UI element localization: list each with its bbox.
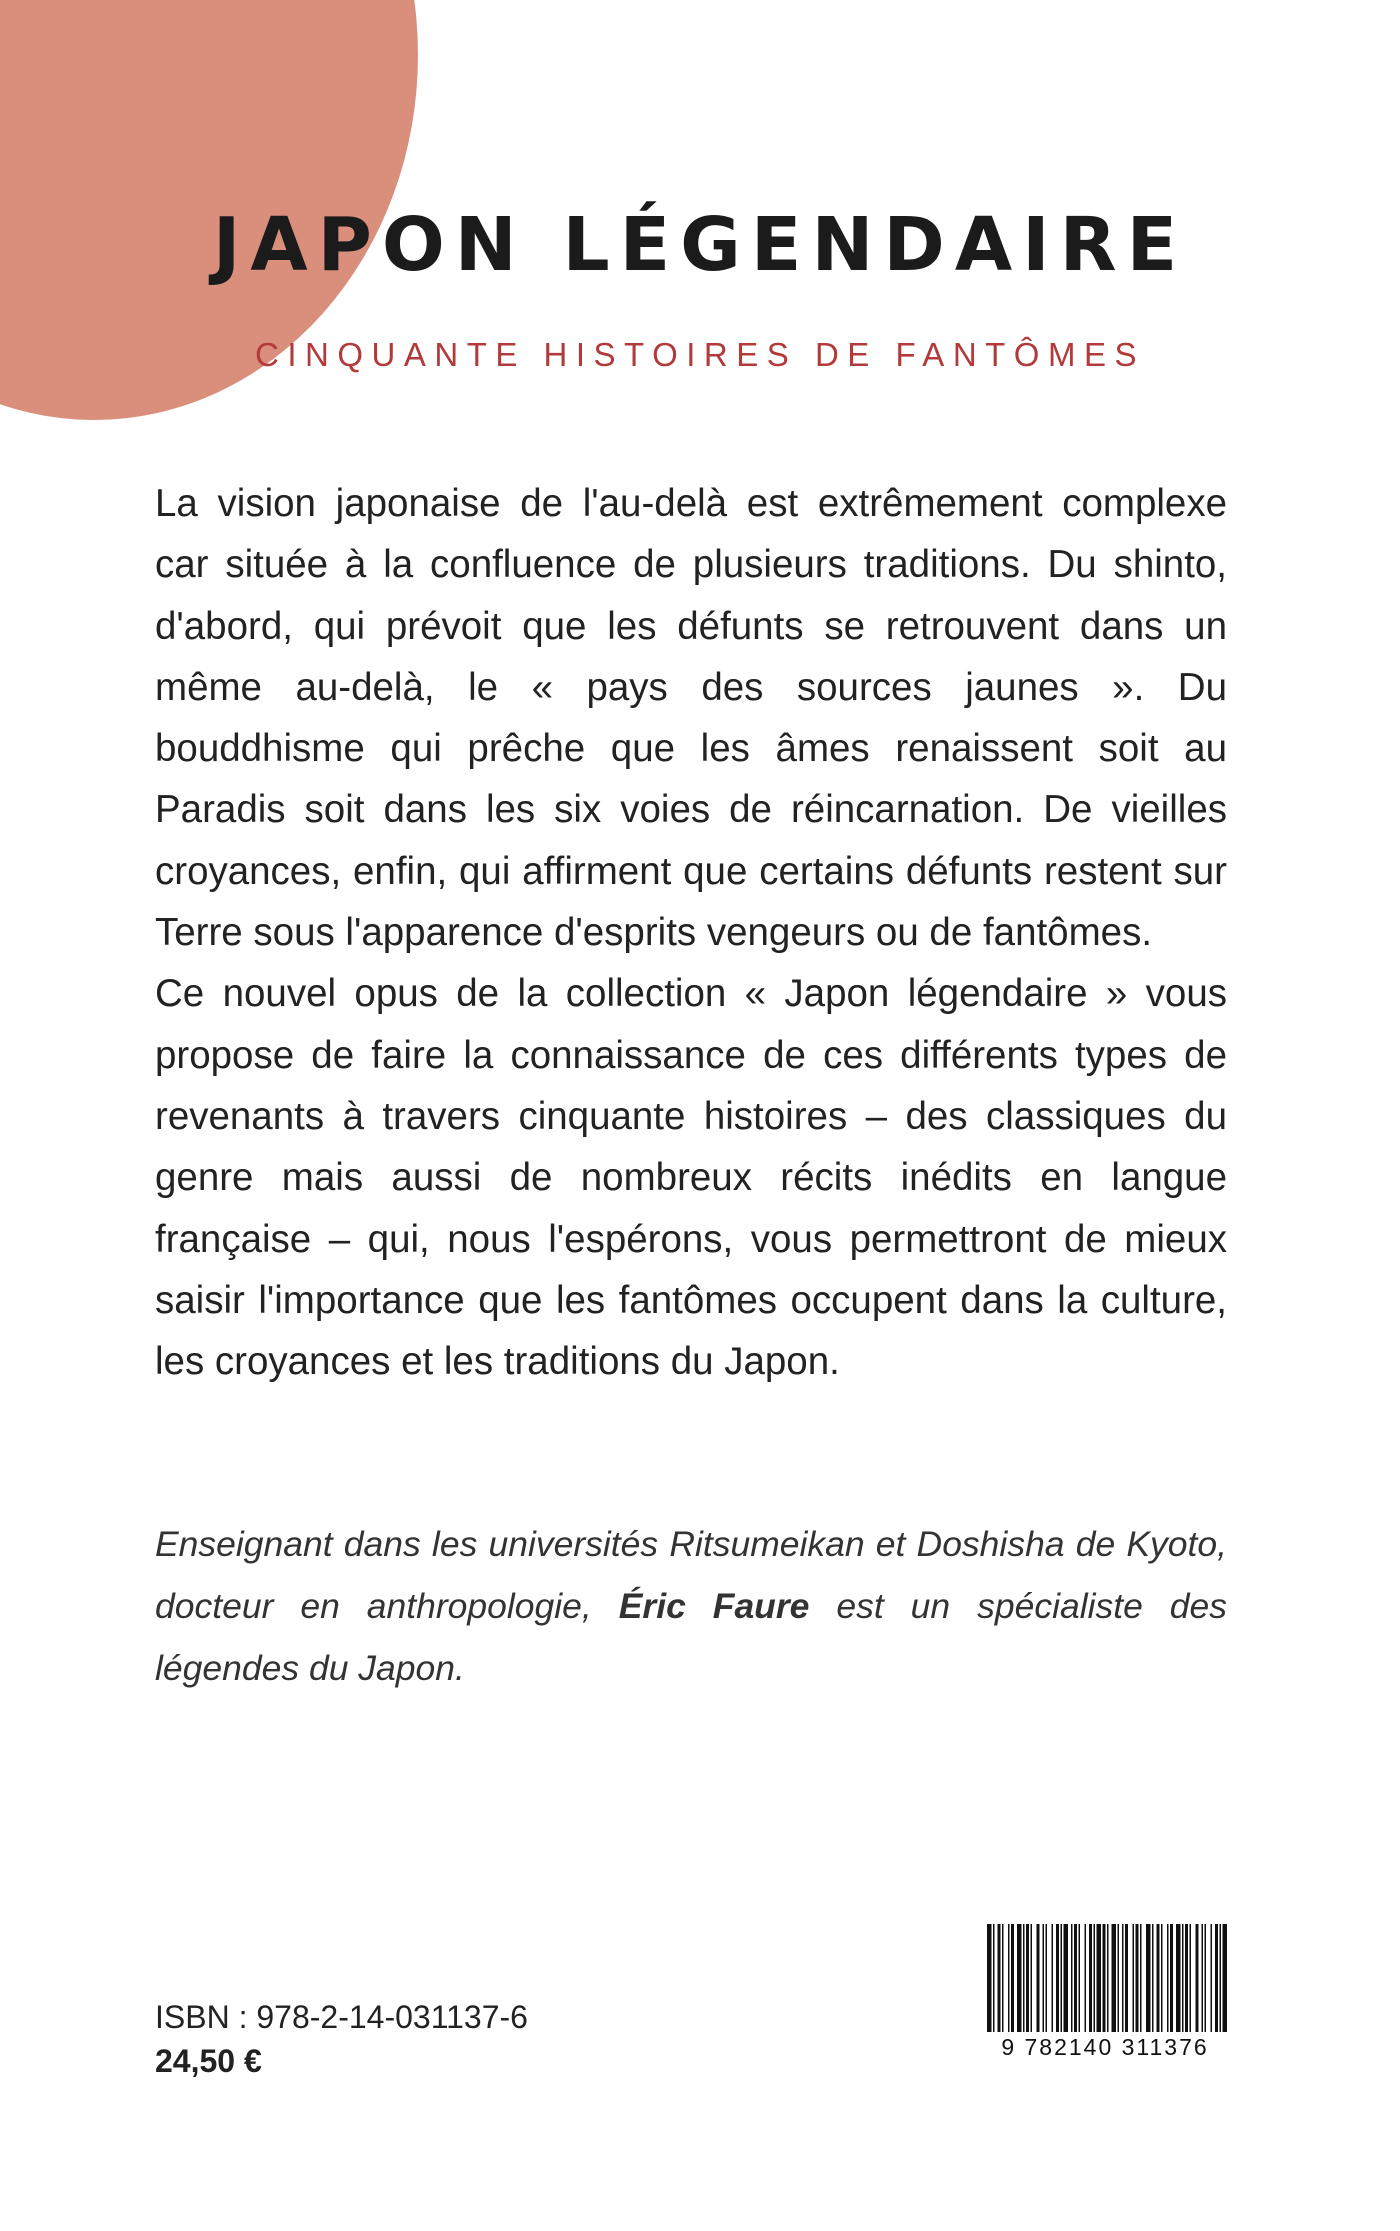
barcode-bar — [1103, 1924, 1106, 2032]
description-paragraph-1: La vision japonaise de l'au-delà est extrêmement complexe car située à la confluence de plusieurs traditions. Du shinto, d'abord, qui prévoit que les défunts se retrouvent dans un même au-delà, le « pays des sources jaunes ». Du bouddhisme qui prêche que les âmes renaissent soit au Paradis soit dans les six voies de réincarnation. De vieilles croyances, enfin, qui affirment que certains défunts restent sur Terre sous l'apparence d'esprits vengeurs ou de fantômes. — [155, 482, 1227, 955]
barcode-bar — [1043, 1924, 1045, 2032]
barcode-bar — [1107, 1924, 1109, 2032]
barcode-bar — [1056, 1924, 1059, 2032]
barcode-bar — [1052, 1924, 1054, 2032]
barcode-bar — [1074, 1924, 1077, 2032]
barcode-bar — [1133, 1924, 1135, 2032]
barcode-bar — [1008, 1924, 1010, 2032]
barcode-bar — [1125, 1924, 1128, 2032]
barcode-bar — [1061, 1924, 1063, 2032]
barcode-bar — [1085, 1924, 1087, 2032]
barcode-bar — [1161, 1924, 1163, 2032]
barcode-bar — [1157, 1924, 1160, 2032]
author-bio-intro: Enseignant dans les universités Ritsumeikan et Doshisha de Kyoto, docteur en anthropologie, — [155, 1524, 1227, 1626]
barcode-bar — [1011, 1924, 1014, 2032]
barcode-bar — [987, 1924, 992, 2032]
barcode-bar — [1185, 1924, 1188, 2032]
book-title: JAPON LÉGENDAIRE — [212, 202, 1188, 288]
barcode-bar — [1026, 1924, 1029, 2032]
barcode-bar — [1170, 1924, 1173, 2032]
barcode-bar — [1146, 1924, 1151, 2032]
book-description — [155, 473, 1227, 1392]
barcode-bar — [1122, 1924, 1124, 2032]
book-subtitle: CINQUANTE HISTOIRES DE FANTÔMES — [255, 336, 1145, 373]
isbn-label: ISBN : 978-2-14-031137-6 — [155, 1999, 528, 2035]
barcode-bar — [1215, 1924, 1218, 2032]
barcode-bar — [1002, 1924, 1004, 2032]
barcode-bar — [1190, 1924, 1192, 2032]
barcode-bar — [998, 1924, 1001, 2032]
barcode-bar — [1071, 1924, 1073, 2032]
barcode — [983, 1924, 1227, 2069]
barcode-bar — [1223, 1924, 1228, 2032]
barcode-bar — [1118, 1924, 1120, 2032]
barcode-bar — [1017, 1924, 1022, 2032]
barcode-digits: 9 782140 311376 — [1001, 2034, 1209, 2060]
barcode-bar — [1220, 1924, 1222, 2032]
barcode-bars — [983, 1924, 1227, 2034]
barcode-bar — [1046, 1924, 1048, 2032]
barcode-bar — [1064, 1924, 1069, 2032]
description-paragraph-2: Ce nouvel opus de la collection « Japon légendaire » vous propose de faire la connaissance de ces différents types de revenants à travers cinquante histoires – des classiques du genre mais aussi de nombreux récits inédits en langue française – qui, nous l'espérons, vous permettront de mieux saisir l'importance que les fantômes occupent dans la culture, les croyances et les traditions du Japon. — [155, 972, 1227, 1384]
barcode-bar — [1182, 1924, 1184, 2032]
barcode-bar — [1031, 1924, 1033, 2032]
author-bio — [155, 1513, 1227, 1699]
barcode-bar — [1152, 1924, 1154, 2032]
barcode-bar — [1094, 1924, 1096, 2032]
barcode-bar — [1140, 1924, 1142, 2032]
barcode-bar — [1202, 1924, 1204, 2032]
barcode-bar — [1037, 1924, 1040, 2032]
author-bio-outro: est un spécialiste des légendes du Japon. — [155, 1586, 1228, 1688]
barcode-bar — [1167, 1924, 1169, 2032]
author-name: Éric Faure — [618, 1586, 810, 1626]
barcode-bar — [1112, 1924, 1117, 2032]
barcode-bar — [1205, 1924, 1207, 2032]
barcode-bar — [1211, 1924, 1213, 2032]
price-label: 24,50 € — [155, 2043, 262, 2079]
barcode-bar — [1176, 1924, 1181, 2032]
barcode-bar — [1136, 1924, 1139, 2032]
barcode-bar — [1097, 1924, 1102, 2032]
barcode-bar — [993, 1924, 995, 2032]
barcode-bar — [1023, 1924, 1025, 2032]
barcode-bar — [1196, 1924, 1199, 2032]
barcode-bar — [1089, 1924, 1092, 2032]
barcode-bar — [1079, 1924, 1081, 2032]
